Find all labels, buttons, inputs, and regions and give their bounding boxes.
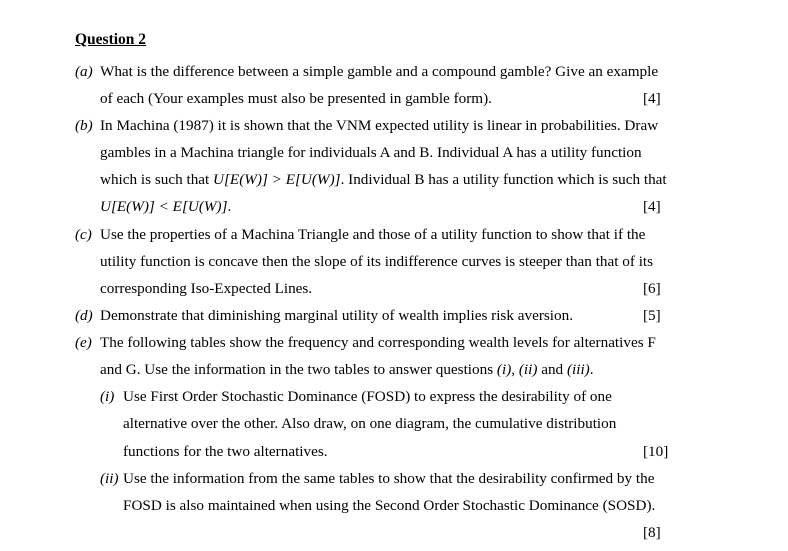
- part-c-line-2: utility function is concave then the slope of its indifference curves is steeper than that of its: [100, 253, 654, 270]
- part-c-marks: [6]: [643, 280, 661, 297]
- part-e-i-line-2: alternative over the other. Also draw, on one diagram, the cumulative distribution: [123, 415, 617, 432]
- part-d-line-1: Demonstrate that diminishing marginal utility of wealth implies risk aversion.: [100, 307, 573, 324]
- ref-iii: (iii): [566, 361, 590, 378]
- part-e-ii-label: (ii): [100, 470, 119, 487]
- part-e-i-marks: [10]: [643, 443, 669, 460]
- part-e-line-1: The following tables show the frequency and corresponding wealth levels for alternatives F: [100, 334, 656, 351]
- part-e-ii-line-1: Use the information from the same tables to show that the desirability confirmed by the: [123, 470, 655, 487]
- part-b-marks: [4]: [643, 198, 661, 215]
- part-b-line-3: [100, 171, 667, 189]
- part-e-line-2-pre: and G. Use the information in the two tables to answer questions: [100, 361, 497, 378]
- part-e-line-2: [100, 361, 594, 379]
- part-e-i-label: (i): [100, 388, 115, 405]
- ref-separator-1: ,: [511, 361, 519, 378]
- utility-inequality-a: U[E(W)] > E[U(W)]: [213, 171, 341, 188]
- part-d-label: (d): [75, 307, 93, 324]
- part-a-marks: [4]: [643, 90, 661, 107]
- ref-end: .: [589, 361, 594, 378]
- part-c-line-3: corresponding Iso-Expected Lines.: [100, 280, 313, 297]
- ref-ii: (ii): [518, 361, 538, 378]
- question-title: Question 2: [75, 31, 147, 48]
- part-c-line-1: Use the properties of a Machina Triangle and those of a utility function to show that if the: [100, 226, 646, 243]
- utility-inequality-b: U[E(W)] < E[U(W)]: [100, 198, 228, 215]
- part-b-line-3-post: . Individual B has a utility function which is such that: [340, 171, 667, 188]
- ref-i: (i): [496, 361, 512, 378]
- part-e-ii-line-2: FOSD is also maintained when using the Second Order Stochastic Dominance (SOSD).: [123, 497, 656, 514]
- part-b-label: (b): [75, 117, 93, 134]
- part-c-label: (c): [75, 226, 92, 243]
- part-a-line-2: of each (Your examples must also be presented in gamble form).: [100, 90, 492, 107]
- part-b-line-4-post: .: [227, 198, 232, 215]
- part-e-ii-marks: [8]: [643, 524, 661, 541]
- part-d-marks: [5]: [643, 307, 661, 324]
- part-a-line-1: What is the difference between a simple gamble and a compound gamble? Give an example: [100, 63, 659, 80]
- part-e-i-line-3: functions for the two alternatives.: [123, 443, 328, 460]
- part-b-line-4: [100, 198, 231, 216]
- ref-separator-2: and: [537, 361, 567, 378]
- part-e-label: (e): [75, 334, 92, 351]
- part-e-i-line-1: Use First Order Stochastic Dominance (FOSD) to express the desirability of one: [123, 388, 612, 405]
- part-b-line-2: gambles in a Machina triangle for individuals A and B. Individual A has a utility function: [100, 144, 642, 161]
- part-a-label: (a): [75, 63, 93, 80]
- part-b-line-3-pre: which is such that: [100, 171, 214, 188]
- part-b-line-1: In Machina (1987) it is shown that the VNM expected utility is linear in probabilities. Draw: [100, 117, 659, 134]
